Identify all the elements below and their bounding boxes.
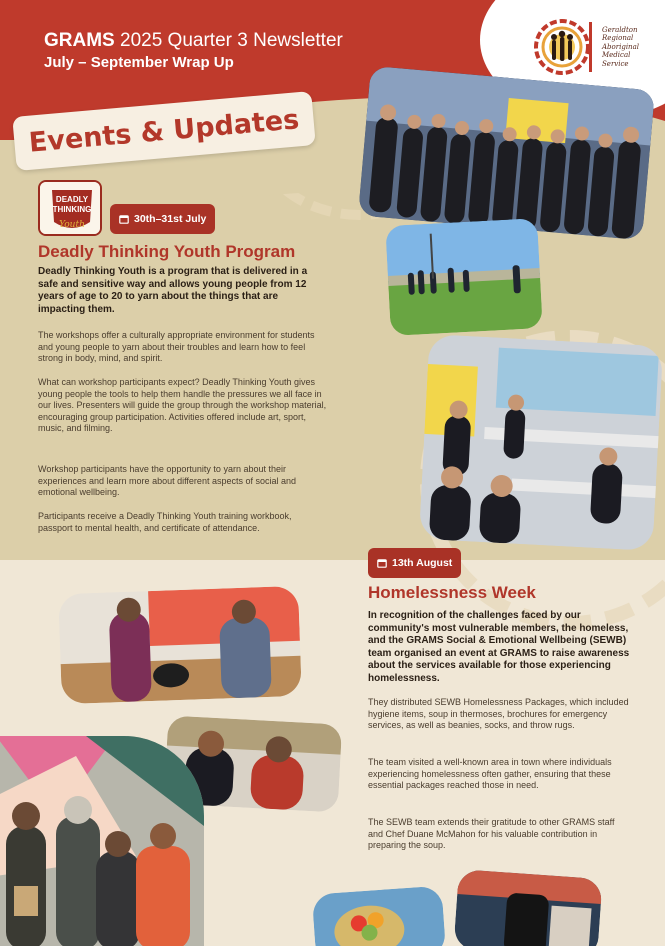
logo-text-line: Medical (602, 51, 631, 60)
logo-text-line: Aboriginal (602, 42, 639, 51)
dty-logo-line: Youth (59, 220, 85, 230)
title-rest: 2025 Quarter 3 Newsletter (114, 30, 343, 51)
grams-logo (532, 16, 652, 78)
logo-text-line: Geraldton (602, 25, 638, 34)
photo-workshop-classroom (419, 334, 663, 551)
event1-paragraph: The workshops offer a culturally appropriate environment for students and young people to yarn about their troubles and learn how to feel strong in body, mind, and spirit. (38, 330, 315, 363)
logo-text-line: Regional (602, 34, 634, 43)
calendar-icon (377, 558, 387, 568)
event2-lead: In recognition of the challenges faced by our community's most vulnerable members, the homeless, and the GRAMS Social & Emotional Wellbeing (SEWB) team organised an event at GRAMS to raise awareness about the services available for those experiencing homelessness. (368, 610, 630, 684)
grams-logo-mark-icon (532, 18, 596, 76)
event1-paragraph: Participants receive a Deadly Thinking Youth training workbook, passport to mental health, and certificate of attendance. (38, 511, 292, 533)
logo-text (602, 26, 639, 69)
dty-logo-line: THINKING (52, 205, 92, 214)
photo-group-classroom (358, 66, 655, 240)
photo-fruit-bowl (312, 886, 447, 946)
event1-paragraph: Workshop participants have the opportunity to yarn about their experiences and learn more about different aspects of social and emotional wellbeing. (38, 464, 296, 497)
event2-date-pill (368, 548, 461, 578)
event2-paragraph: The SEWB team extends their gratitude to other GRAMS staff and Chef Duane McMahon for his valuable contribution in preparing the soup. (368, 817, 615, 850)
photo-thermos-table (453, 869, 602, 946)
newsletter-subtitle: July – September Wrap Up (44, 54, 234, 71)
event1-paragraph: What can workshop participants expect? Deadly Thinking Youth gives young people the tools to help them handle the pressures we all face in our lives. Presenters will guide the group through the workshop material, encouraging group participation. Activities offered include art, sport, music, and filming. (38, 377, 327, 433)
photo-outdoor-sports (385, 218, 543, 336)
event2-paragraph: They distributed SEWB Homelessness Packages, which included hygiene items, soup in thermoses, brochures for emergency services, as well as beanies, socks, and throw rugs. (368, 697, 629, 730)
calendar-icon (119, 214, 129, 224)
newsletter-title (44, 30, 343, 52)
photo-team-mural (0, 736, 204, 946)
event2-date: 13th August (392, 557, 453, 569)
logo-text-line: Service (602, 59, 629, 68)
dty-logo-mark-icon (40, 182, 102, 236)
deadly-thinking-youth-logo (38, 180, 102, 236)
section-title: Events & Updates (27, 103, 301, 159)
event1-heading: Deadly Thinking Youth Program (38, 242, 296, 261)
event2-heading: Homelessness Week (368, 583, 536, 602)
event1-date: 30th–31st July (134, 213, 207, 225)
brand-name: GRAMS (44, 30, 115, 51)
event2-paragraph: The team visited a well-known area in town where individuals experiencing homelessness often gather, ensuring that these essential packages reached those in need. (368, 757, 612, 790)
event1-date-pill (110, 204, 215, 234)
dty-logo-line: DEADLY (55, 195, 89, 204)
photo-soup-serving (58, 586, 302, 704)
event1-lead: Deadly Thinking Youth is a program that is delivered in a safe and sensitive way and allows young people from 12 years of age to 20 to yarn about the things that are impacting them. (38, 266, 308, 315)
